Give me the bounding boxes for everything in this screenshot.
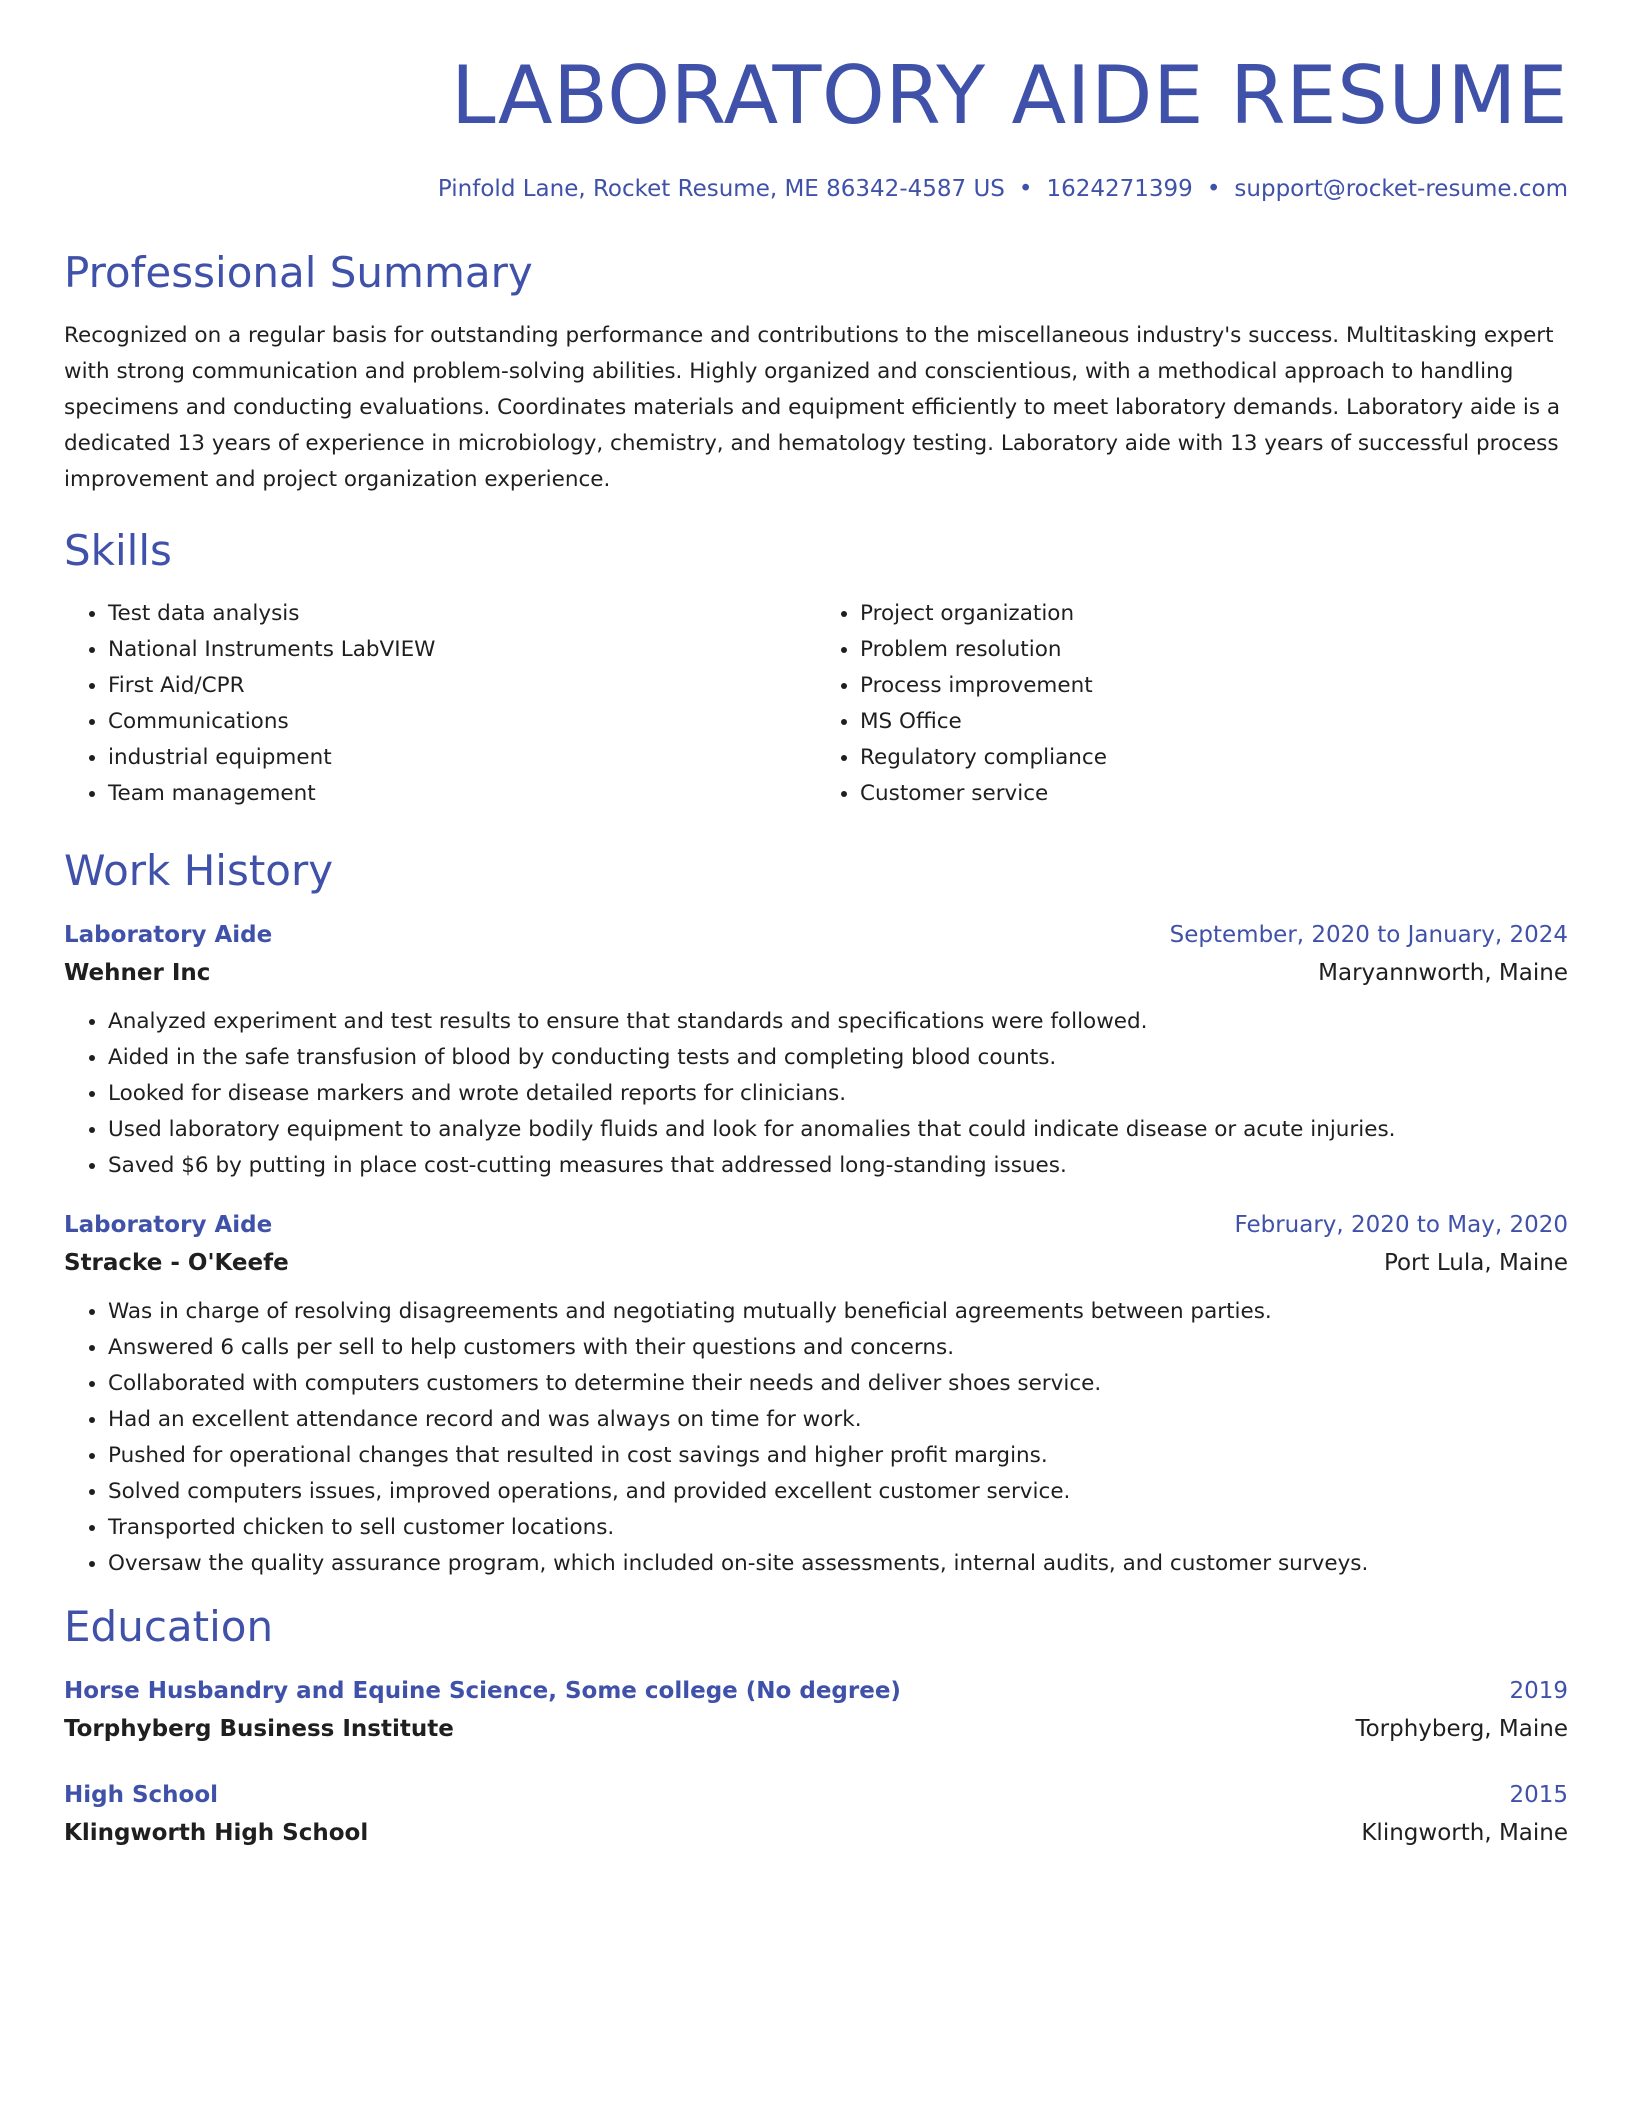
skill-item: • National Instruments LabVIEW — [108, 632, 816, 668]
skill-item: • industrial equipment — [108, 740, 816, 776]
education-school-row — [64, 1710, 1568, 1748]
job-bullets — [64, 1004, 1568, 1184]
skill-item: • MS Office — [860, 704, 1568, 740]
education-year: 2015 — [1509, 1782, 1568, 1809]
job-bullet: • Had an excellent attendance record and was always on time for work. — [108, 1402, 1568, 1438]
skill-item: • Test data analysis — [108, 596, 816, 632]
education-degree: Horse Husbandry and Equine Science, Some college (No degree) — [64, 1678, 901, 1705]
education-entry — [64, 1672, 1568, 1748]
job-company-row — [64, 1244, 1568, 1282]
education-school: Klingworth High School — [64, 1820, 369, 1847]
education-degree: High School — [64, 1782, 219, 1809]
summary-text: Recognized on a regular basis for outstanding performance and contributions to the miscellaneous industry's success. Multitasking expert with strong communication and problem-solving abilities. Highly organized and conscientious, with a methodical approach to handling specimens and conducting evaluations. Coordinates materials and equipment efficiently to meet laboratory demands. Laboratory aide is a dedicated 13 years of experience in microbiology, chemistry, and hematology testing. Laboratory aide with 13 years of successful process improvement and project organization experience. — [64, 322, 1561, 492]
job-title-row — [64, 1206, 1568, 1244]
education-section — [64, 1604, 1568, 1852]
education-location: Torphyberg, Maine — [1355, 1716, 1568, 1743]
skills-list-left — [64, 596, 816, 812]
work-heading: Work History — [64, 845, 334, 895]
job-title-row — [64, 916, 1568, 954]
job-dates: February, 2020 to May, 2020 — [1234, 1212, 1568, 1239]
contact-email[interactable]: support@rocket-resume.com — [1234, 176, 1568, 202]
job-bullet: • Analyzed experiment and test results to ensure that standards and specifications were followed. — [108, 1004, 1568, 1040]
contact-phone: 1624271399 — [1046, 176, 1193, 202]
skill-item: • Communications — [108, 704, 816, 740]
resume-name: LABORATORY AIDE RESUME — [451, 49, 1568, 142]
contact-separator: • — [1018, 176, 1033, 202]
job-title: Laboratory Aide — [64, 1212, 273, 1239]
contact-address: Pinfold Lane, Rocket Resume, ME 86342-4587 US — [437, 176, 1005, 202]
job-bullet: • Was in charge of resolving disagreements and negotiating mutually beneficial agreements between parties. — [108, 1294, 1568, 1330]
job-bullet: • Answered 6 calls per sell to help customers with their questions and concerns. — [108, 1330, 1568, 1366]
job-entry — [64, 1206, 1568, 1582]
job-title: Laboratory Aide — [64, 922, 273, 949]
job-bullet: • Aided in the safe transfusion of blood by conducting tests and completing blood counts. — [108, 1040, 1568, 1076]
education-heading: Education — [64, 1602, 274, 1652]
skill-item: • First Aid/CPR — [108, 668, 816, 704]
summary-heading: Professional Summary — [64, 247, 533, 297]
job-bullets — [64, 1294, 1568, 1582]
job-bullet: • Used laboratory equipment to analyze bodily fluids and look for anomalies that could indicate disease or acute injuries. — [108, 1112, 1568, 1148]
skills-list-right — [816, 596, 1568, 812]
job-bullet: • Oversaw the quality assurance program, which included on-site assessments, internal audits, and customer surveys. — [108, 1546, 1568, 1582]
resume-header — [64, 49, 1568, 204]
job-bullet: • Pushed for operational changes that resulted in cost savings and higher profit margins. — [108, 1438, 1568, 1474]
skill-item: • Team management — [108, 776, 816, 812]
job-entry — [64, 916, 1568, 1184]
job-company: Stracke - O'Keefe — [64, 1250, 289, 1277]
education-school: Torphyberg Business Institute — [64, 1716, 454, 1743]
education-degree-row — [64, 1776, 1568, 1814]
skill-item: • Problem resolution — [860, 632, 1568, 668]
job-company: Wehner Inc — [64, 960, 211, 987]
skill-item: • Customer service — [860, 776, 1568, 812]
job-company-row — [64, 954, 1568, 992]
job-dates: September, 2020 to January, 2024 — [1169, 922, 1568, 949]
education-location: Klingworth, Maine — [1361, 1820, 1568, 1847]
education-year: 2019 — [1509, 1678, 1568, 1705]
job-bullet: • Solved computers issues, improved operations, and provided excellent customer service. — [108, 1474, 1568, 1510]
skills-heading: Skills — [64, 525, 172, 575]
skill-item: • Project organization — [860, 596, 1568, 632]
job-location: Port Lula, Maine — [1383, 1250, 1568, 1277]
summary-section — [64, 247, 1568, 498]
job-bullet: • Collaborated with computers customers to determine their needs and deliver shoes service. — [108, 1366, 1568, 1402]
skill-item: • Process improvement — [860, 668, 1568, 704]
contact-line — [64, 176, 1568, 204]
job-location: Maryannworth, Maine — [1318, 960, 1568, 987]
education-degree-row — [64, 1672, 1568, 1710]
skills-section — [64, 525, 1568, 812]
education-school-row — [64, 1814, 1568, 1852]
job-bullet: • Saved $6 by putting in place cost-cutting measures that addressed long-standing issues. — [108, 1148, 1568, 1184]
education-entry — [64, 1776, 1568, 1852]
job-bullet: • Transported chicken to sell customer locations. — [108, 1510, 1568, 1546]
job-bullet: • Looked for disease markers and wrote detailed reports for clinicians. — [108, 1076, 1568, 1112]
skills-columns — [64, 596, 1568, 812]
work-section — [64, 845, 1568, 1582]
skill-item: • Regulatory compliance — [860, 740, 1568, 776]
contact-separator: • — [1206, 176, 1221, 202]
